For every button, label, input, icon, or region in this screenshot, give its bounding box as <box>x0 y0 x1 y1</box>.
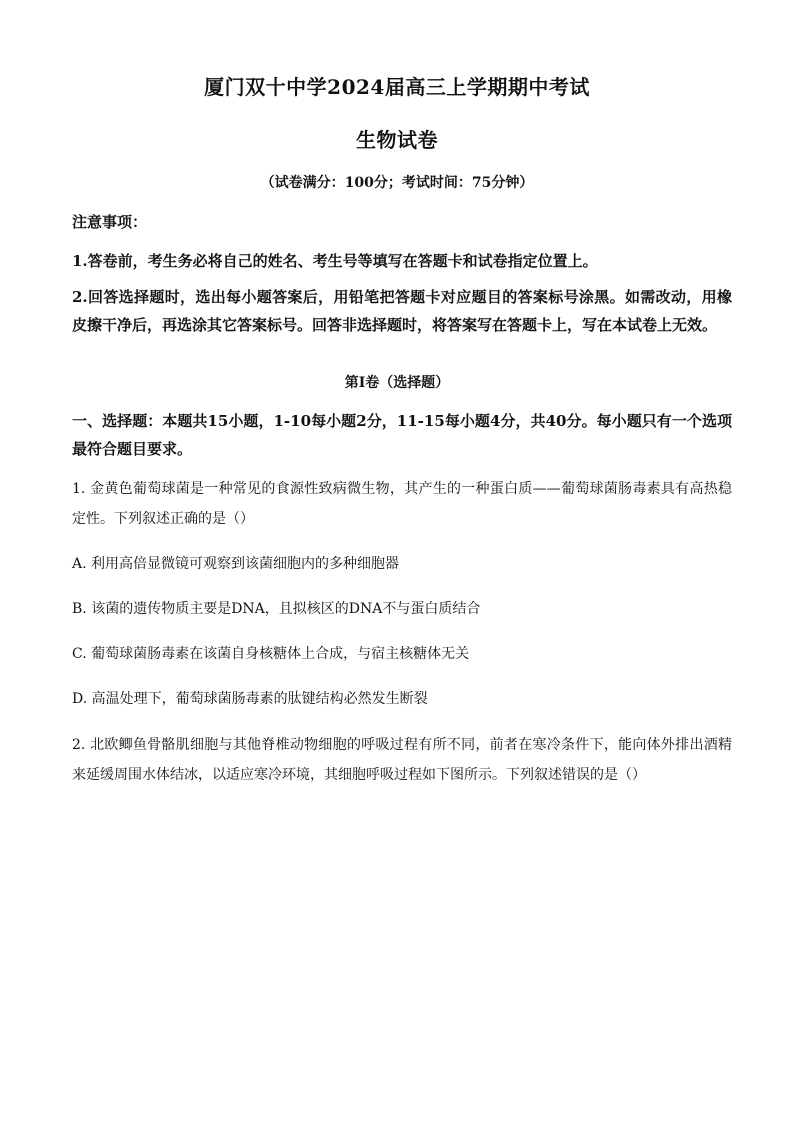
note-item-1: 1.答卷前，考生务必将自己的姓名、考生号等填写在答题卡和试卷指定位置上。 <box>72 252 598 270</box>
question-1-option-b: B. 该菌的遗传物质主要是DNA，且拟核区的DNA不与蛋白质结合 <box>72 601 481 617</box>
section-title: 第I卷（选择题） <box>344 375 450 391</box>
school-exam-title: 厦门双十中学2024届高三上学期期中考试 <box>204 75 590 99</box>
question-1-option-a: A. 利用高倍显微镜可观察到该菌细胞内的多种细胞器 <box>72 556 400 572</box>
question-1-option-d: D. 高温处理下，葡萄球菌肠毒素的肽键结构必然发生断裂 <box>72 691 428 707</box>
exam-info: （试卷满分：100分；考试时间：75分钟） <box>260 175 534 191</box>
part-heading: 一、选择题：本题共15小题，1-10每小题2分，11-15每小题4分，共40分。每小题只有一个选项最符合题目要求。 <box>72 412 732 458</box>
notes-heading: 注意事项： <box>72 213 148 231</box>
note-item-2: 2.回答选择题时，选出每小题答案后，用铅笔把答题卡对应题目的答案标号涂黑。如需改动，用橡皮擦干净后，再选涂其它答案标号。回答非选择题时，将答案写在答题卡上，写在本试卷上无效。 <box>72 288 732 334</box>
question-1-stem: 1. 金黄色葡萄球菌是一种常见的食源性致病微生物，其产生的一种蛋白质——葡萄球菌肠毒素具有高热稳定性。下列叙述正确的是（） <box>72 481 732 527</box>
question-1-option-c: C. 葡萄球菌肠毒素在该菌自身核糖体上合成，与宿主核糖体无关 <box>72 646 470 662</box>
question-2-stem: 2. 北欧鲫鱼骨骼肌细胞与其他脊椎动物细胞的呼吸过程有所不同，前者在寒冷条件下，能向体外排出酒精来延缓周围水体结冰，以适应寒冷环境，其细胞呼吸过程如下图所示。下列叙述错误的是（） <box>72 737 732 783</box>
subject-title: 生物试卷 <box>356 128 438 152</box>
